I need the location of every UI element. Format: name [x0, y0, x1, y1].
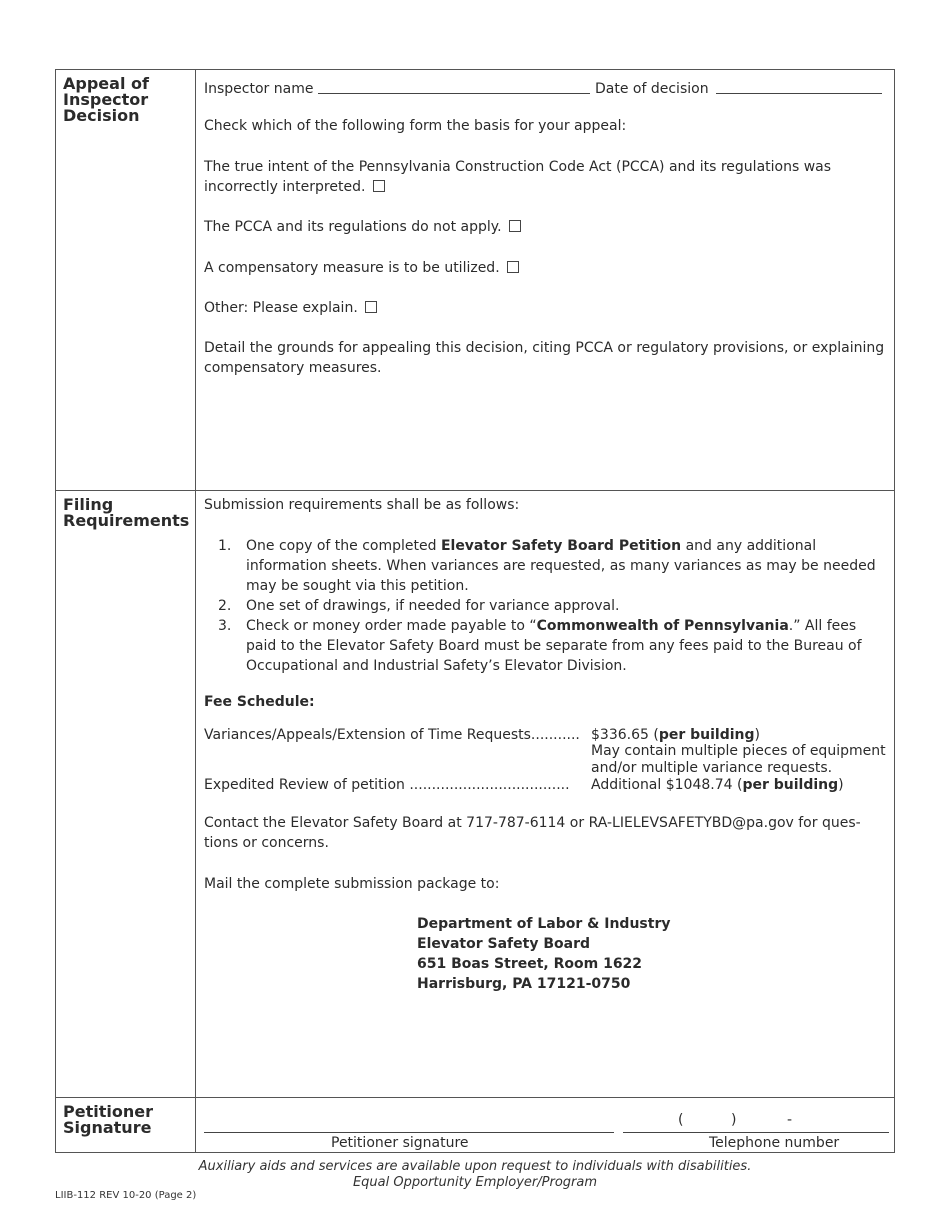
fee-amount-text: Additional $1048.74 ( — [591, 777, 743, 793]
filing-section-label — [56, 491, 196, 1097]
appeal-section — [56, 70, 894, 491]
fee-expedited-amount — [591, 775, 844, 795]
date-of-decision-field[interactable] — [716, 93, 882, 94]
list-item — [204, 536, 886, 596]
list-item-text: and any additional information sheets. When variances are requested, as many variances as may be needed may be sought via this petition. — [246, 538, 876, 594]
mailing-address — [417, 914, 670, 994]
section-label-line: Petitioner — [63, 1102, 153, 1121]
option-intent-misinterpreted — [204, 157, 886, 197]
petition-form-page-2 — [55, 69, 895, 1153]
section-label-line: Filing — [63, 495, 114, 514]
fee-expedited-label: Expedited Review of petition .................................... — [204, 777, 570, 793]
fee-amount-text: $336.65 ( — [591, 727, 659, 743]
list-item-number: 3. — [218, 618, 232, 634]
list-item — [204, 596, 886, 616]
option-pcca-not-apply — [204, 217, 886, 237]
requirements-list — [204, 536, 886, 676]
address-line: Harrisburg, PA 17121-0750 — [417, 976, 631, 992]
detail-text-line: Detail the grounds for appealing this decision, citing PCCA or regulatory provisions, or explaining — [204, 340, 885, 356]
option-text: Other: Please explain. — [204, 300, 358, 316]
phone-area-open: ( — [678, 1112, 684, 1128]
list-item-number: 1. — [218, 538, 232, 554]
fee-unit: per building — [658, 727, 755, 743]
phone-dash: - — [787, 1112, 793, 1128]
list-item-text: One set of drawings, if needed for variance approval. — [246, 598, 620, 614]
fee-variances-amount — [591, 725, 760, 745]
form-identifier: LIIB-112 REV 10-20 (Page 2) — [55, 1190, 197, 1201]
fee-amount-text: ) — [838, 777, 844, 793]
equal-opportunity-notice: Equal Opportunity Employer/Program — [352, 1175, 598, 1190]
contact-line: Contact the Elevator Safety Board at 717-787-6114 or RA-LIELEVSAFETYBD@pa.gov for ques- — [204, 815, 861, 831]
detail-grounds-field[interactable] — [204, 380, 886, 480]
option-other-checkbox[interactable] — [365, 301, 377, 313]
contact-info — [204, 813, 886, 853]
option-intent-checkbox[interactable] — [373, 180, 385, 192]
section-label-line: Signature — [63, 1118, 152, 1137]
date-of-decision-label: Date of decision — [595, 81, 709, 97]
address-line: Elevator Safety Board — [417, 936, 590, 952]
filing-section — [56, 491, 894, 1098]
submission-intro: Submission requirements shall be as follows: — [204, 497, 520, 513]
fee-schedule-heading: Fee Schedule: — [204, 694, 315, 710]
fee-amount-text: ) — [754, 727, 760, 743]
option-text: A compensatory measure is to be utilized. — [204, 260, 500, 276]
section-label-line: Appeal of — [63, 74, 149, 93]
fee-variances-label: Variances/Appeals/Extension of Time Requests........... — [204, 727, 580, 743]
section-label-line: Inspector — [63, 90, 149, 109]
petitioner-signature-field[interactable] — [204, 1132, 614, 1133]
inspector-name-label: Inspector name — [204, 81, 314, 97]
signature-section-label — [56, 1098, 196, 1153]
option-other — [204, 298, 886, 318]
list-item — [204, 616, 886, 676]
fee-variances-note: May contain multiple pieces of equipment — [591, 743, 886, 759]
list-item-number: 2. — [218, 598, 232, 614]
accessibility-notice: Auxiliary aids and services are available upon request to individuals with disabilities. — [198, 1159, 752, 1174]
signature-section — [56, 1098, 894, 1153]
payee-name: Commonwealth of Pennsylvania — [536, 618, 789, 634]
option-text-line: incorrectly interpreted. — [204, 179, 366, 195]
option-text-line: The true intent of the Pennsylvania Construction Code Act (PCCA) and its regulations was — [204, 159, 832, 175]
list-item-text: .” All fees paid to the Elevator Safety Board must be separate from any fees paid to the Bureau of Occupational and Industrial Safety’s Elevator Division. — [246, 618, 862, 674]
option-compensatory-measure — [204, 258, 886, 278]
list-item-text: Check or money order made payable to “ — [246, 618, 537, 634]
fee-variances-note: and/or multiple variance requests. — [591, 760, 833, 776]
section-label-line: Decision — [63, 106, 140, 125]
petitioner-signature-caption: Petitioner signature — [331, 1135, 469, 1151]
telephone-number-field[interactable] — [623, 1132, 889, 1133]
address-line: 651 Boas Street, Room 1622 — [417, 956, 643, 972]
phone-area-close: ) — [731, 1112, 737, 1128]
option-not-apply-checkbox[interactable] — [509, 220, 521, 232]
mail-prompt: Mail the complete submission package to: — [204, 876, 500, 892]
telephone-number-caption: Telephone number — [709, 1135, 840, 1151]
detail-text-line: compensatory measures. — [204, 360, 382, 376]
fee-unit: per building — [742, 777, 839, 793]
petition-name: Elevator Safety Board Petition — [440, 538, 682, 554]
basis-prompt: Check which of the following form the basis for your appeal: — [204, 118, 627, 134]
list-item-text: One copy of the completed — [246, 538, 441, 554]
address-line: Department of Labor & Industry — [417, 916, 671, 932]
option-compensatory-checkbox[interactable] — [507, 261, 519, 273]
contact-line: tions or concerns. — [204, 835, 329, 851]
section-label-line: Requirements — [63, 511, 190, 530]
detail-grounds-prompt — [204, 338, 886, 378]
inspector-name-field[interactable] — [318, 93, 590, 94]
option-text: The PCCA and its regulations do not apply. — [204, 219, 502, 235]
appeal-section-label — [56, 70, 196, 490]
